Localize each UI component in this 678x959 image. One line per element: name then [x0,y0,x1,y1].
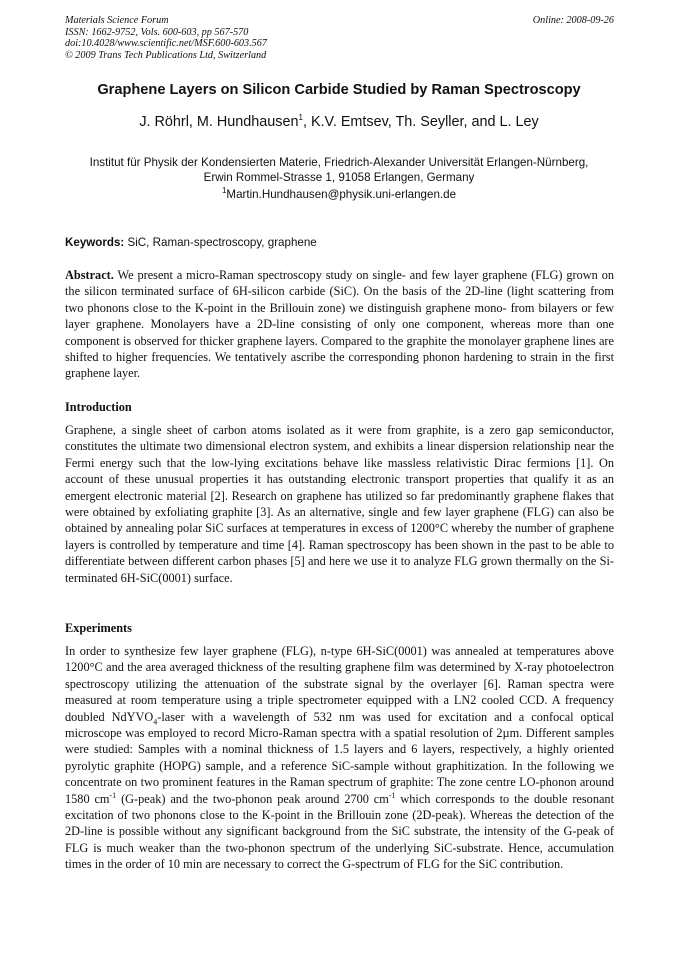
experiments-part-4: which corresponds to the double resonant excitation of two phonons close to the K-point in the Brillouin zone (2D-peak). Whereas the detection of the 2D-line is possible without any significant background from the SiC substrate, the intensity of the G-peak of FLG is much weaker than the two-phonon spectrum of the underlying SiC-substrate. Hence, accumulation times in the order of 10 min are necessary to correct the G-spectrum of FLG for the SiC contribution. [65,791,614,872]
keywords-label: Keywords: [65,236,125,249]
paper-title: Graphene Layers on Silicon Carbide Studied by Raman Spectroscopy [97,82,581,98]
experiments-heading: Experiments [65,621,132,635]
abstract [65,267,614,382]
experiments-part-1: In order to synthesize few layer graphene (FLG), n-type 6H-SiC(0001) was annealed at temperatures above 1200°C and the area averaged thickness of the resulting graphene film was determined by X-ray photoelectron spectroscopy utilizing the attenuation of the substrate signal by the overlayer [6]. Raman spectra were measured at room temperature using a triple spectrometer equipped with a LN2 cooled CCD. A frequency doubled NdYVO [65,644,614,724]
author-list [0,114,678,130]
author-footnote-mark: 1 [298,113,303,123]
online-date: Online: 2008-09-26 [532,15,614,26]
affiliation-line-2: Erwin Rommel-Strasse 1, 91058 Erlangen, Germany [203,171,475,184]
experiments-part-2: -laser with a wavelength of 532 nm was used for excitation and a confocal optical microscope was employed to record Micro-Raman spectra with a spatial resolution of 2µm. Different samples were studied: Samples with a nominal thickness of 1.5 layers and 6 layers, respectively, a highly oriented pyrolytic graphite (HOPG) sample, and a reference SiC-sample without graphitization. In the following we concentrate on two prominent features in the Raman spectrum of graphite: The zone centre LO-phonon around 1580 cm [65,709,614,806]
abstract-text: We present a micro-Raman spectroscopy study on single- and few layer graphene (FLG) grown on the silicon terminated surface of 6H-silicon carbide (SiC). On the basis of the 2D-line (light scattering from two phonons close to the K-point in the Brillouin zone) we distinguish graphene mono- from bilayers or few layer graphene. Monolayers have a 2D-line consisting of only one component, whereas more than one component is observed for thicker graphene layers. Compared to the graphite the monolayer graphene lines are shifted to higher frequencies. We tentatively ascribe the corresponding phonon hardening to strain in the first graphene layer. [65,268,614,381]
email-address: Martin.Hundhausen@physik.uni-erlangen.de [226,188,457,201]
authors-part-1: J. Röhrl, M. Hundhausen [139,114,299,130]
keywords-text: SiC, Raman-spectroscopy, graphene [124,236,317,249]
experiments-part-3: (G-peak) and the two-phonon peak around 2700 cm [116,791,389,806]
introduction-heading: Introduction [65,400,132,414]
issn-line: ISSN: 1662-9752, Vols. 600-603, pp 567-570 [65,26,249,38]
journal-name: Materials Science Forum [65,15,169,26]
journal-header [65,15,267,61]
introduction-text: Graphene, a single sheet of carbon atoms isolated as it were from graphite, is a zero gap semiconductor, constitutes the ultimate two dimensional electron system, and exhibits a linear dispersion relationship near the Fermi energy such that the low-lying excitations behave like massless relativistic Dirac fermions [1]. On account of these unusual properties it has outstanding electronic transport properties that qualify it as an emergent electronic material [2]. Research on graphene has utilized so far predominantly graphene flakes that were obtained by exfoliating graphite [3]. As an alternative, single and few layer graphene (FLG) can also be obtained by annealing polar SiC surfaces at temperatures in excess of 1200°C whereby the number of graphene layers is controlled by temperature and time [4]. Raman spectroscopy has been shown in the past to be able to differentiate between different carbon phases [5] and here we use it to analyze FLG grown thermally on the Si-terminated 6H-SiC(0001) surface. [65,423,614,585]
corresponding-email [0,188,678,201]
experiments-text [65,643,614,873]
copyright-line: © 2009 Trans Tech Publications Ltd, Switzerland [65,49,267,61]
abstract-label: Abstract. [65,268,114,282]
unit-exponent-1: -1 [109,790,117,800]
email-footnote-mark: 1 [221,186,227,196]
authors-part-2: , K.V. Emtsev, Th. Seyller, and L. Ley [302,114,539,130]
affiliation-line-1: Institut für Physik der Kondensierten Materie, Friedrich-Alexander Universität Erlangen-Nürnberg, [89,156,589,169]
keywords [65,236,317,249]
affiliation [0,155,678,185]
unit-exponent-2: -1 [388,790,396,800]
doi-line: doi:10.4028/www.scientific.net/MSF.600-603.567 [65,38,267,50]
subscript-4: 4 [153,717,158,727]
